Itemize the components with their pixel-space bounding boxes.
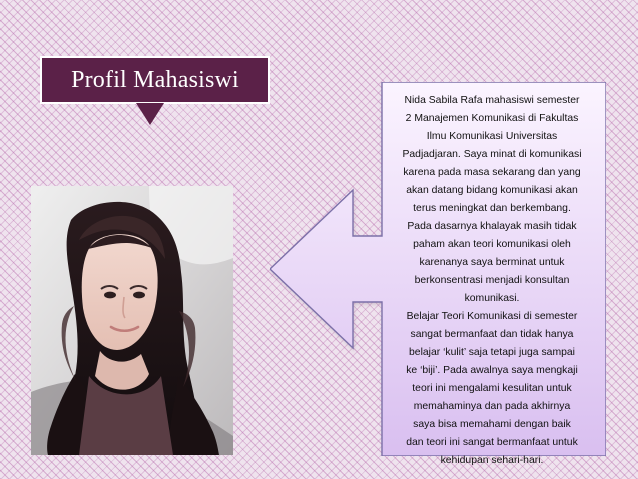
paragraph-1-line-6: akan datang bidang komunikasi akan [406,185,578,196]
paragraph-1-line-7: terus meningkat dan berkembang. [413,203,571,214]
paragraph-2-line-4: ke ‘biji’. Pada awalnya saya mengkaji [406,365,578,376]
paragraph-1-line-8: Pada dasarnya khalayak masih tidak [407,221,577,232]
title-banner [40,56,270,104]
paragraph-1-line-5: karena pada masa sekarang dan yang [403,167,581,178]
profile-photo-illustration [31,186,233,455]
paragraph-2-line-2: sangat bermanfaat dan tidak hanya [410,329,574,340]
title-pointer [136,103,164,125]
paragraph-1-line-3: Ilmu Komunikasi Universitas [426,131,558,142]
profile-photo [31,186,233,455]
paragraph-2-line-6: memahaminya dan pada akhirnya [413,401,571,412]
description-text [380,92,604,470]
paragraph-2-line-1: Belajar Teori Komunikasi di semester [406,311,578,322]
paragraph-1-line-11: berkonsentrasi menjadi konsultan [414,275,570,286]
slide-title: Profil Mahasiswi [71,66,239,93]
paragraph-1-line-4: Padjadjaran. Saya minat di komunikasi [402,149,582,160]
paragraph-1-line-9: paham akan teori komunikasi oleh [413,239,571,250]
paragraph-1-line-1: Nida Sabila Rafa mahasiswi semester [404,95,580,106]
paragraph-2-line-7: saya bisa memahami dengan baik [413,419,571,430]
paragraph-2-line-5: teori ini mengalami kesulitan untuk [412,383,572,394]
paragraph-2-line-9: kehidupan sehari-hari. [440,455,544,466]
paragraph-2-line-8: dan teori ini sangat bermanfaat untuk [406,437,578,448]
paragraph-2-line-3: belajar ‘kulit’ saja tetapi juga sampai [409,347,575,358]
description-arrow-panel [270,82,606,466]
paragraph-1-line-2: 2 Manajemen Komunikasi di Fakultas [405,113,579,124]
paragraph-1-line-12: komunikasi. [464,293,520,304]
paragraph-1-line-10: karenanya saya berminat untuk [419,257,565,268]
